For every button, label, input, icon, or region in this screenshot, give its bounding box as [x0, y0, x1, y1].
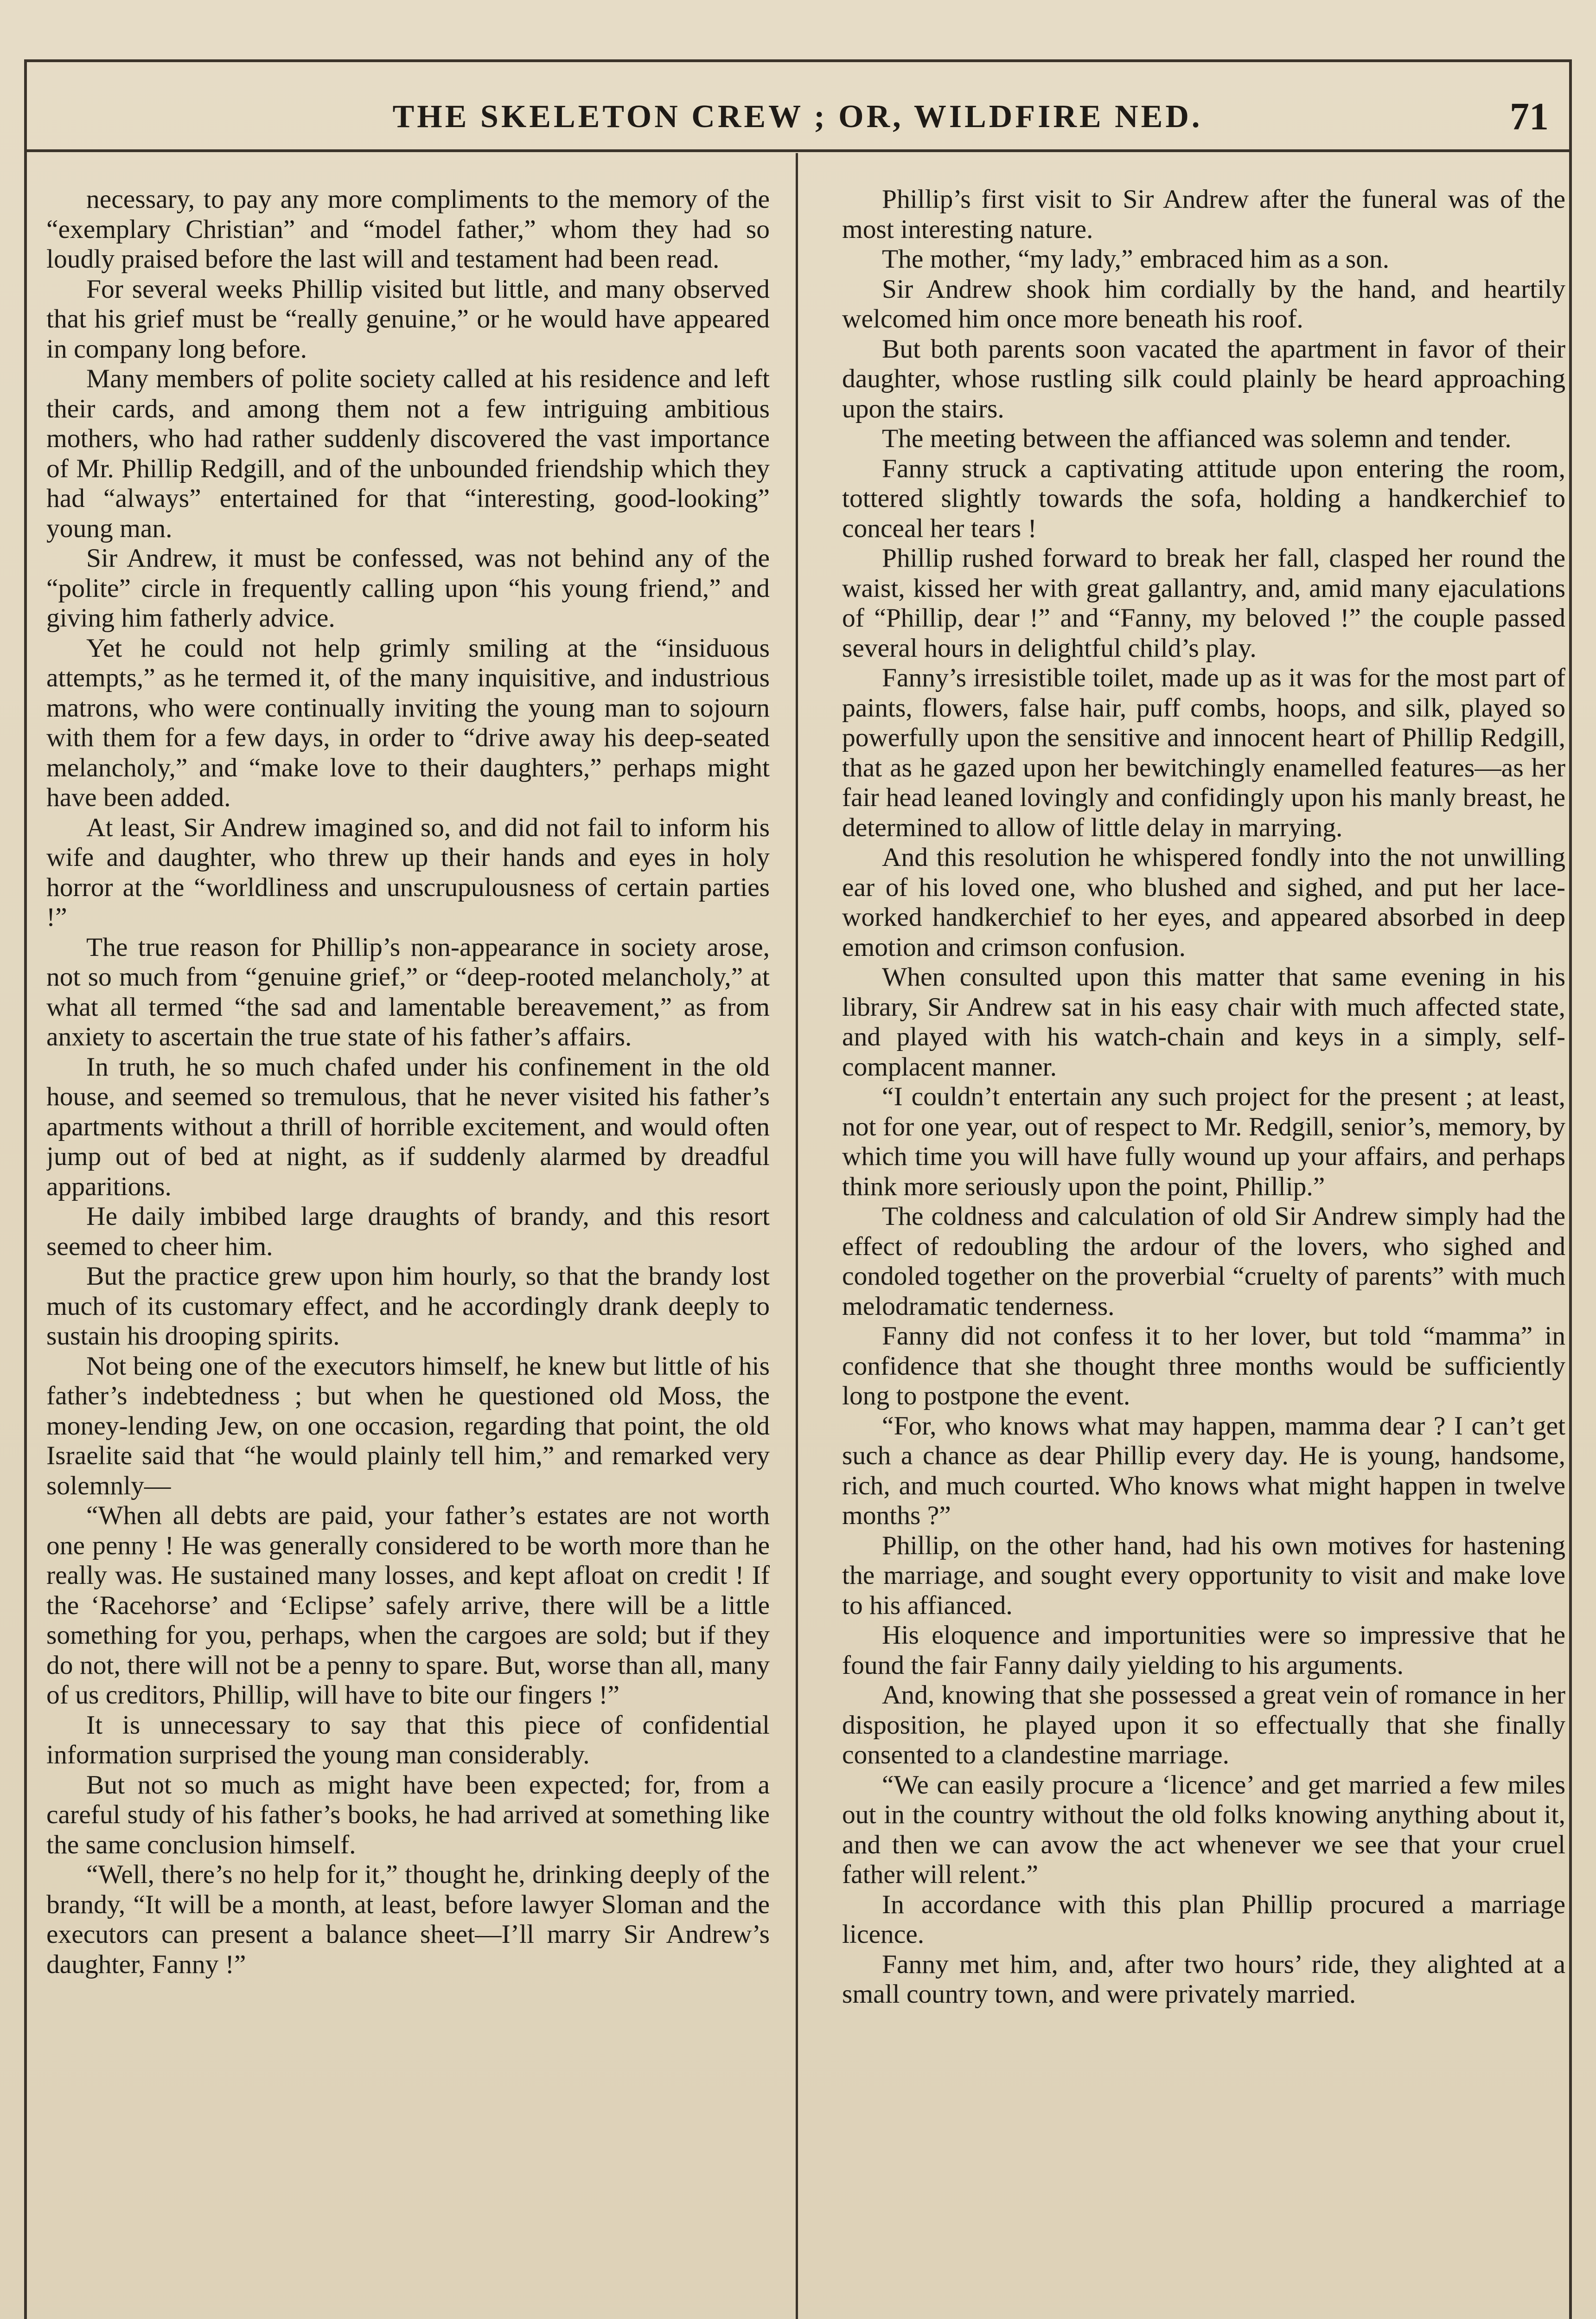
paragraph: He daily imbibed large draughts of brandy, and this resort seemed to cheer him.: [46, 1202, 770, 1261]
paragraph: But both parents soon vacated the apartment in favor of their daughter, whose rustling silk could plainly be heard approaching upon the stairs.: [842, 334, 1565, 423]
paragraph: Fanny struck a captivating attitude upon entering the room, tottered slightly towards the sofa, holding a handkerchief to conceal her tears !: [842, 454, 1565, 543]
paragraph: Sir Andrew, it must be confessed, was not behind any of the “polite” circle in frequently calling upon “his young friend,” and giving him fatherly advice.: [46, 544, 770, 633]
paragraph: And this resolution he whispered fondly into the not unwilling ear of his loved one, who blushed and sighed, and put her lace-worked handkerchief to her eyes, and appeared absorbed in deep emotion and crimson confusion.: [842, 843, 1565, 962]
paragraph: His eloquence and importunities were so impressive that he found the fair Fanny daily yielding to his arguments.: [842, 1621, 1565, 1680]
paragraph: necessary, to pay any more compliments to the memory of the “exemplary Christian” and “model father,” whom they had so loudly praised before the last will and testament had been read.: [46, 185, 770, 274]
paragraph: But the practice grew upon him hourly, so that the brandy lost much of its customary effect, and he accordingly drank deeply to sustain his drooping spirits.: [46, 1262, 770, 1351]
column-divider: [796, 153, 798, 2319]
paragraph: Fanny’s irresistible toilet, made up as it was for the most part of paints, flowers, false hair, puff combs, hoops, and silk, played so powerfully upon the sensitive and innocent heart of Phillip Redgill, that as he gazed upon her bewitchingly enamelled features—as her fair head leaned lovingly and confidingly upon his manly breast, he determined to allow of little delay in marrying.: [842, 663, 1565, 842]
paragraph: When consulted upon this matter that same evening in his library, Sir Andrew sat in his easy chair with much affected state, and played with his watch-chain and keys in a simply, self-complacent manner.: [842, 962, 1565, 1082]
paragraph: Phillip, on the other hand, had his own motives for hastening the marriage, and sought every opportunity to visit and make love to his affianced.: [842, 1531, 1565, 1620]
paragraph: But not so much as might have been expected; for, from a careful study of his father’s books, he had arrived at something like the same conclusion himself.: [46, 1770, 770, 1859]
paragraph: Sir Andrew shook him cordially by the hand, and heartily welcomed him once more beneath his roof.: [842, 274, 1565, 333]
header-rule: [27, 149, 1569, 152]
paragraph: In truth, he so much chafed under his confinement in the old house, and seemed so tremulous, that he never visited his father’s apartments without a thrill of horrible excitement, and would often jump out of bed at night, as if suddenly alarmed by dreadful apparitions.: [46, 1052, 770, 1201]
paragraph: Phillip’s first visit to Sir Andrew after the funeral was of the most interesting nature.: [842, 185, 1565, 244]
page-number: 71: [1510, 95, 1549, 138]
paragraph: Phillip rushed forward to break her fall, clasped her round the waist, kissed her with great gallantry, and, amid many ejaculations of “Phillip, dear !” and “Fanny, my beloved !” the couple passed several hours in delightful child’s play.: [842, 544, 1565, 663]
left-column: [46, 185, 770, 2319]
paragraph: “For, who knows what may happen, mamma dear ? I can’t get such a chance as dear Phillip every day. He is young, handsome, rich, and much courted. Who knows what might happen in twelve months ?”: [842, 1411, 1565, 1530]
paragraph: At least, Sir Andrew imagined so, and did not fail to inform his wife and daughter, who threw up their hands and eyes in holy horror at the “worldliness and unscrupulousness of certain parties !”: [46, 813, 770, 932]
paragraph: The true reason for Phillip’s non-appearance in society arose, not so much from “genuine grief,” or “deep-rooted melancholy,” at what all termed “the sad and lamentable bereavement,” as from anxiety to ascertain the true state of his father’s affairs.: [46, 932, 770, 1051]
paragraph: Yet he could not help grimly smiling at the “insiduous attempts,” as he termed it, of the many inquisitive, and industrious matrons, who were continually inviting the young man to sojourn with them for a few days, in order to “drive away his deep-seated melancholy,” and “make love to their daughters,” perhaps might have been added.: [46, 633, 770, 812]
paragraph: In accordance with this plan Phillip procured a marriage licence.: [842, 1890, 1565, 1949]
right-column: [842, 185, 1565, 2319]
paragraph: Fanny did not confess it to her lover, but told “mamma” in confidence that she thought three months would be sufficiently long to postpone the event.: [842, 1321, 1565, 1410]
paragraph: The meeting between the affianced was solemn and tender.: [882, 424, 1512, 453]
paragraph: Not being one of the executors himself, he knew but little of his father’s indebtedness ; but when he questioned old Moss, the money-lending Jew, on one occasion, regarding that point, the old Israelite said that “he would plainly tell him,” and remarked very solemnly—: [46, 1351, 770, 1500]
paragraph: The coldness and calculation of old Sir Andrew simply had the effect of redoubling the ardour of the lovers, who sighed and condoled together on the proverbial “cruelty of parents” with much melodramatic tenderness.: [842, 1202, 1565, 1321]
paragraph: “When all debts are paid, your father’s estates are not worth one penny ! He was generally considered to be worth more than he really was. He sustained many losses, and kept afloat on credit ! If the ‘Racehorse’ and ‘Eclipse’ safely arrive, there will be a little something for you, perhaps, when the cargoes are sold; but if they do not, there will not be a penny to spare. But, worse than all, many of us creditors, Phillip, will have to bite our fingers !”: [46, 1501, 770, 1710]
paragraph: For several weeks Phillip visited but little, and many observed that his grief must be “really genuine,” or he would have appeared in company long before.: [46, 274, 770, 364]
paragraph: It is unnecessary to say that this piece of confidential information surprised the young man considerably.: [46, 1710, 770, 1769]
paragraph: The mother, “my lady,” embraced him as a son.: [882, 244, 1390, 274]
paragraph: Fanny met him, and, after two hours’ ride, they alighted at a small country town, and were privately married.: [842, 1949, 1565, 2009]
running-title: THE SKELETON CREW ; OR, WILDFIRE NED.: [392, 99, 1203, 135]
page-header: [37, 89, 1558, 145]
paragraph: And, knowing that she possessed a great vein of romance in her disposition, he played upon it so effectually that she finally consented to a clandestine marriage.: [842, 1680, 1565, 1769]
paragraph: “We can easily procure a ‘licence’ and get married a few miles out in the country without the old folks knowing anything about it, and then we can avow the act whenever we see that your cruel father will relent.”: [842, 1770, 1565, 1889]
paragraph: “Well, there’s no help for it,” thought he, drinking deeply of the brandy, “It will be a month, at least, before lawyer Sloman and the executors can present a balance sheet—I’ll marry Sir Andrew’s daughter, Fanny !”: [46, 1860, 770, 1979]
paragraph: Many members of polite society called at his residence and left their cards, and among them not a few intriguing ambitious mothers, who had rather suddenly discovered the vast importance of Mr. Phillip Redgill, and of the unbounded friendship which they had “always” entertained for that “interesting, good-looking” young man.: [46, 364, 770, 543]
paragraph: “I couldn’t entertain any such project for the present ; at least, not for one year, out of respect to Mr. Redgill, senior’s, memory, by which time you will have fully wound up your affairs, and perhaps think more seriously upon the point, Phillip.”: [842, 1082, 1565, 1201]
